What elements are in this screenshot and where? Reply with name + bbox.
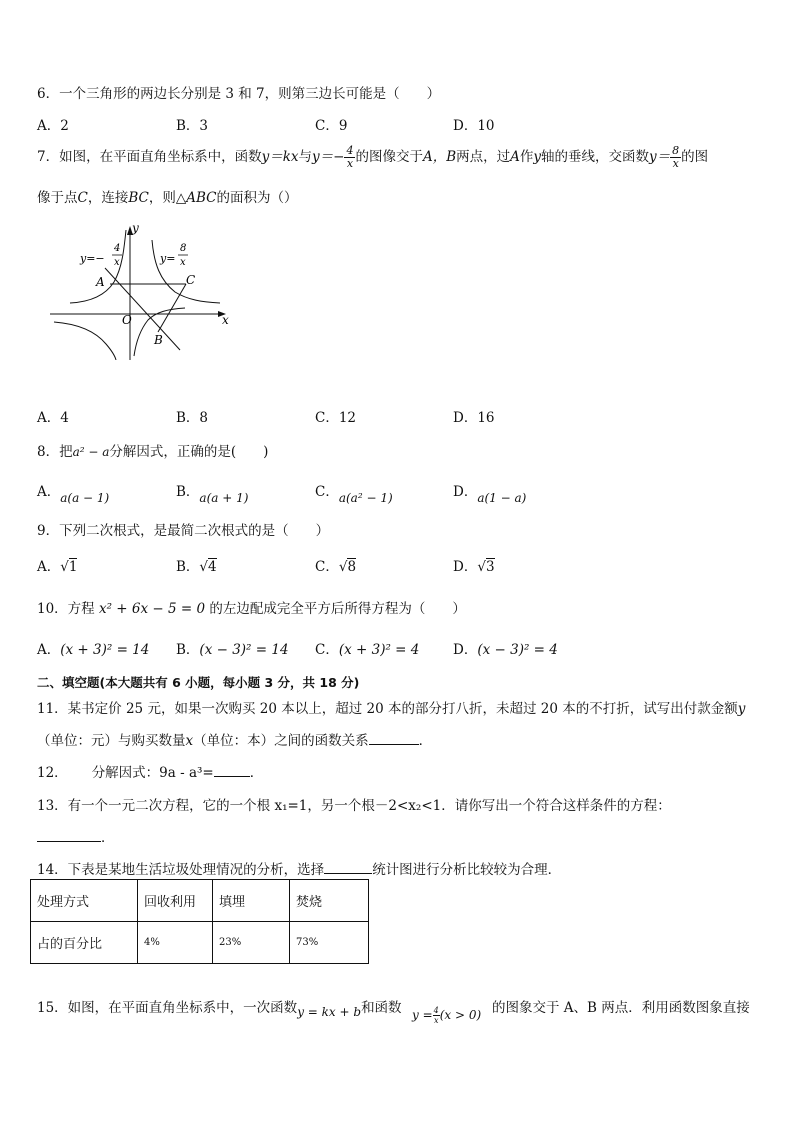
section-fill-in-blank-header: 二、填空题(本大题共有 6 小题，每小题 3 分，共 18 分)	[37, 675, 360, 690]
table-header-row	[31, 880, 369, 922]
graph-point-c: C	[186, 273, 196, 287]
q13-answer-blank[interactable]	[37, 841, 101, 842]
q15-equation-inverse: y = $\frac{4}{x}$ (x > 0)	[412, 1006, 482, 1025]
sqrt-icon: √	[60, 559, 69, 575]
q8-option-b: B．a(a + 1)	[176, 484, 249, 505]
table-cell: 73%	[290, 922, 369, 964]
q7-option-c: C．12	[315, 410, 357, 426]
graph-origin-label: O	[122, 313, 132, 327]
q7-option-a: A．4	[37, 410, 69, 426]
q10-option-b: B．(x − 3)² = 14	[176, 642, 289, 658]
table-cell: 23%	[213, 922, 290, 964]
q10-option-c: C．(x + 3)² = 4	[315, 642, 420, 658]
q10-option-d: D．(x − 3)² = 4	[453, 642, 558, 658]
q13-answer-line: ．	[37, 826, 115, 846]
graph-label-neg4x-num: 4	[114, 243, 121, 254]
q7-stem-line1: 7．如图，在平面直角坐标系中，函数y＝kx与y＝− $\frac{4}{x}$ 的图像交于A，B两点，过A作y轴的垂线，交函数y＝ $\frac{8}{x}$ 的图	[37, 144, 709, 170]
q8-option-a: A．a(a − 1)	[37, 484, 110, 505]
q8-option-c: C．a(a² − 1)	[315, 484, 393, 505]
q9-option-a: A．√1	[37, 559, 78, 575]
q12-answer-blank[interactable]	[214, 776, 250, 777]
q7-fraction-4-over-x: $\frac{4}{x}$	[346, 144, 354, 170]
q9-option-b: B．√4	[176, 559, 217, 575]
q11-line2: （单位：元）与购买数量x（单位：本）之间的函数关系 ．	[37, 733, 433, 749]
table-cell: 4%	[138, 922, 213, 964]
graph-x-label: x	[222, 313, 229, 327]
sqrt-icon: √	[338, 559, 348, 575]
q6-option-b: B．3	[176, 118, 209, 134]
graph-label-neg4x-den: x	[114, 257, 120, 268]
q7-graph	[50, 220, 240, 360]
q12-stem: 12． 分解因式：9a - a³= ．	[37, 765, 264, 781]
q6-stem: 6．一个三角形的两边长分别是 3 和 7，则第三边长可能是（ ）	[37, 86, 441, 102]
q8-option-d: D．a(1 − a)	[453, 484, 527, 505]
q15-fraction-4-over-x: $\frac{4}{x}$	[433, 1006, 439, 1025]
q9-option-d: D．√3	[453, 559, 495, 575]
q10-stem: 10．方程 x² + 6x − 5 = 0 的左边配成完全平方后所得方程为（ ）	[37, 601, 466, 617]
table-cell: 回收利用	[138, 880, 213, 922]
q11-line1: 11．某书定价 25 元，如果一次购买 20 本以上，超过 20 本的部分打八折，未超过 20 本的不打折，试写出付款金额y	[37, 701, 746, 717]
q11-answer-blank[interactable]	[369, 744, 419, 745]
table-cell: 处理方式	[31, 880, 138, 922]
graph-label-8x-den: x	[180, 257, 186, 268]
graph-label-8x-num: 8	[180, 243, 187, 254]
q10-option-a: A．(x + 3)² = 14	[37, 642, 150, 658]
q13-stem: 13．有一个一元二次方程，它的一个根 x₁=1，另一个根－2<x₂<1．请你写出一个符合这样条件的方程：	[37, 798, 671, 814]
curve-8x-lower	[54, 322, 116, 360]
q7-option-b: B．8	[176, 410, 209, 426]
table-cell: 占的百分比	[31, 922, 138, 964]
q9-stem: 9．下列二次根式，是最简二次根式的是（ ）	[37, 523, 330, 539]
sqrt-icon: √	[199, 559, 209, 575]
q6-option-a: A．2	[37, 118, 69, 134]
graph-point-b: B	[154, 333, 163, 347]
q7-fraction-8-over-x: $\frac{8}{x}$	[672, 144, 680, 170]
q6-option-c: C．9	[315, 118, 348, 134]
q14-stem: 14．下表是某地生活垃圾处理情况的分析，选择 统计图进行分析比较较为合理．	[37, 862, 562, 878]
graph-label-8x: y=	[160, 252, 176, 265]
q7-stem-line2: 像于点C，连接BC，则△ABC的面积为（）	[37, 190, 298, 206]
q15-stem-part1: 15．如图，在平面直角坐标系中，一次函数y = kx + b和函数	[37, 1000, 402, 1019]
table-row	[31, 922, 369, 964]
q8-stem: 8．把a² − a分解因式，正确的是( )	[37, 444, 269, 460]
q7-option-d: D．16	[453, 410, 495, 426]
table-cell: 填埋	[213, 880, 290, 922]
curve-neg4x-lower	[134, 308, 185, 356]
graph-point-a: A	[96, 275, 105, 289]
q15-stem-part2: 的图象交于 A、B 两点．利用函数图象直接	[492, 1000, 750, 1016]
q14-answer-blank[interactable]	[324, 873, 372, 874]
graph-y-label: y	[132, 221, 139, 235]
graph-label-neg4x: y=−	[80, 252, 105, 265]
q6-option-d: D．10	[453, 118, 495, 134]
sqrt-icon: √	[477, 559, 486, 575]
q14-data-table	[30, 879, 369, 964]
q9-option-c: C．√8	[315, 559, 357, 575]
table-cell: 焚烧	[290, 880, 369, 922]
line-y-kx	[105, 268, 180, 350]
